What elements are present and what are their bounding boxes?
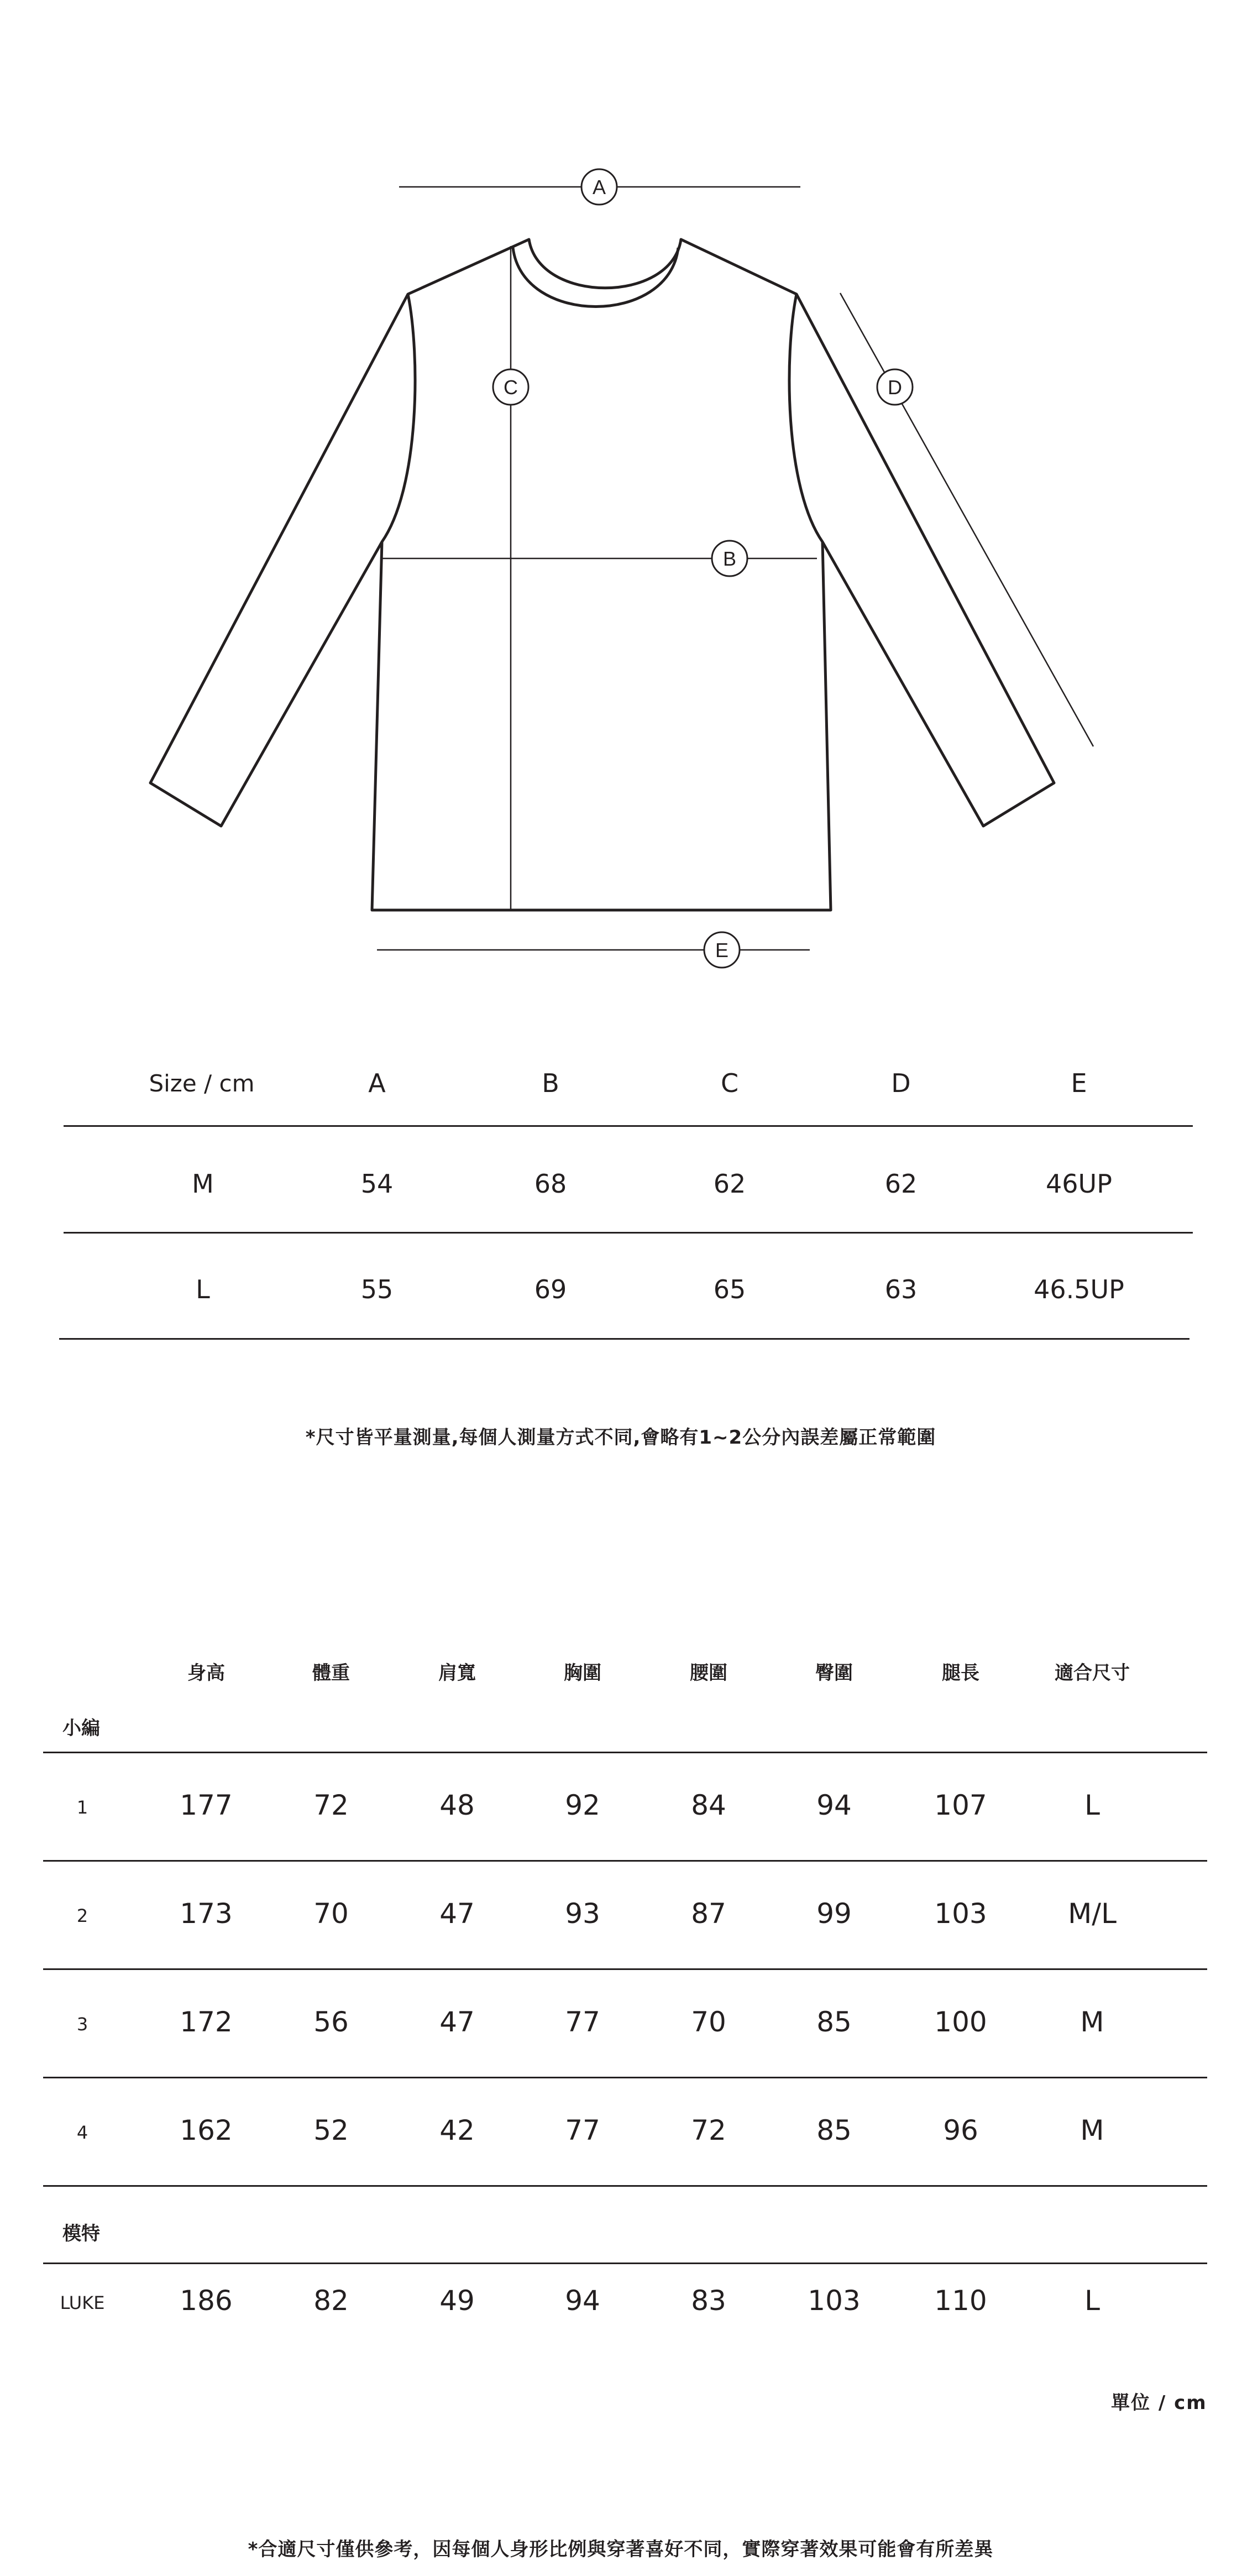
height-cell: 186 [180, 2285, 233, 2317]
weight-cell: 70 [313, 1898, 349, 1930]
shoulder-cell: 48 [439, 1789, 475, 1821]
weight-cell: 72 [313, 1789, 349, 1821]
fit-table-header: 體重 [312, 1662, 350, 1684]
hip-cell: 85 [816, 2006, 852, 2038]
hip-cell: 99 [816, 1898, 852, 1930]
fit-disclaimer-note: *合適尺寸僅供參考，因每個人身形比例與穿著喜好不同，實際穿著效果可能會有所差異 [248, 2538, 994, 2561]
waist-cell: 72 [691, 2114, 726, 2146]
size-cell: 55 [360, 1274, 394, 1304]
label-e: E [715, 939, 729, 962]
fit-table-rule [43, 2077, 1207, 2078]
section-label-staff: 小編 [62, 1717, 100, 1739]
size-table-header: C [720, 1068, 739, 1098]
label-a: A [592, 176, 606, 198]
size-cell: M [192, 1169, 214, 1199]
waist-cell: 70 [691, 2006, 726, 2038]
size-table-header: B [542, 1068, 559, 1098]
shoulder-cell: 42 [439, 2114, 475, 2146]
measurement-note: *尺寸皆平量測量,每個人測量方式不同,會略有1~2公分內誤差屬正常範圍 [305, 1427, 936, 1449]
fit-table-rule [43, 1752, 1207, 1753]
height-cell: 173 [180, 1898, 233, 1930]
fit-size-cell: L [1084, 1789, 1100, 1821]
leg-cell: 100 [934, 2006, 987, 2038]
shirt-outline [150, 239, 1054, 910]
fit-size-cell: M [1080, 2114, 1104, 2146]
label-d: D [888, 376, 902, 399]
waist-cell: 87 [691, 1898, 726, 1930]
row-index: 3 [76, 2014, 88, 2035]
size-cell: 62 [713, 1169, 746, 1199]
size-cell: 68 [534, 1169, 567, 1199]
fit-table-header: 腿長 [942, 1662, 979, 1684]
label-b: B [722, 547, 737, 570]
size-table-rule [64, 1125, 1193, 1127]
row-index: 4 [76, 2122, 88, 2143]
shoulder-cell: 49 [439, 2285, 475, 2317]
row-index: 1 [76, 1797, 88, 1818]
fit-table-header: 臀圍 [815, 1662, 853, 1684]
weight-cell: 56 [313, 2006, 349, 2038]
size-cell: 54 [360, 1169, 394, 1199]
chest-cell: 77 [565, 2114, 600, 2146]
fit-table-header: 肩寬 [438, 1662, 476, 1684]
height-cell: 172 [180, 2006, 233, 2038]
fit-size-cell: L [1084, 2285, 1100, 2317]
size-table-header: Size / cm [149, 1070, 255, 1097]
chest-cell: 92 [565, 1789, 600, 1821]
size-cell: 46UP [1046, 1169, 1112, 1199]
leg-cell: 96 [943, 2114, 978, 2146]
fit-table-rule [43, 1968, 1207, 1970]
chest-cell: 94 [565, 2285, 600, 2317]
hip-cell: 94 [816, 1789, 852, 1821]
height-cell: 177 [180, 1789, 233, 1821]
shirt-measurement-diagram [0, 0, 1242, 995]
weight-cell: 52 [313, 2114, 349, 2146]
row-index: 2 [76, 1905, 88, 1926]
size-cell: 65 [713, 1274, 746, 1304]
size-table-header: A [368, 1068, 386, 1098]
leg-cell: 103 [934, 1898, 987, 1930]
size-table-header: E [1071, 1068, 1087, 1098]
fit-table-header: 身高 [187, 1662, 225, 1684]
waist-cell: 83 [691, 2285, 726, 2317]
shoulder-cell: 47 [439, 1898, 475, 1930]
size-table-rule [64, 1232, 1193, 1234]
label-c: C [504, 376, 518, 399]
size-cell: L [196, 1274, 210, 1304]
shoulder-cell: 47 [439, 2006, 475, 2038]
hip-cell: 85 [816, 2114, 852, 2146]
weight-cell: 82 [313, 2285, 349, 2317]
hip-cell: 103 [808, 2285, 861, 2317]
leg-cell: 107 [934, 1789, 987, 1821]
model-name: LUKE [60, 2292, 105, 2313]
chest-cell: 77 [565, 2006, 600, 2038]
fit-table-header: 腰圍 [690, 1662, 727, 1684]
unit-label: 單位 / cm [1111, 2392, 1207, 2414]
size-table-header: D [891, 1068, 911, 1098]
leg-cell: 110 [934, 2285, 987, 2317]
chest-cell: 93 [565, 1898, 600, 1930]
size-cell: 46.5UP [1034, 1274, 1124, 1304]
fit-table-rule [43, 2185, 1207, 2187]
fit-table-header: 胸圍 [564, 1662, 601, 1684]
section-label-model: 模特 [62, 2223, 100, 2245]
size-cell: 63 [884, 1274, 918, 1304]
fit-table-rule [43, 1860, 1207, 1862]
fit-table-rule [43, 2263, 1207, 2264]
measure-line-d [840, 293, 1093, 746]
height-cell: 162 [180, 2114, 233, 2146]
size-cell: 69 [534, 1274, 567, 1304]
size-table-rule [59, 1338, 1189, 1340]
fit-table-header: 適合尺寸 [1055, 1662, 1130, 1684]
size-cell: 62 [884, 1169, 918, 1199]
fit-size-cell: M [1080, 2006, 1104, 2038]
waist-cell: 84 [691, 1789, 726, 1821]
fit-size-cell: M/L [1068, 1898, 1117, 1930]
